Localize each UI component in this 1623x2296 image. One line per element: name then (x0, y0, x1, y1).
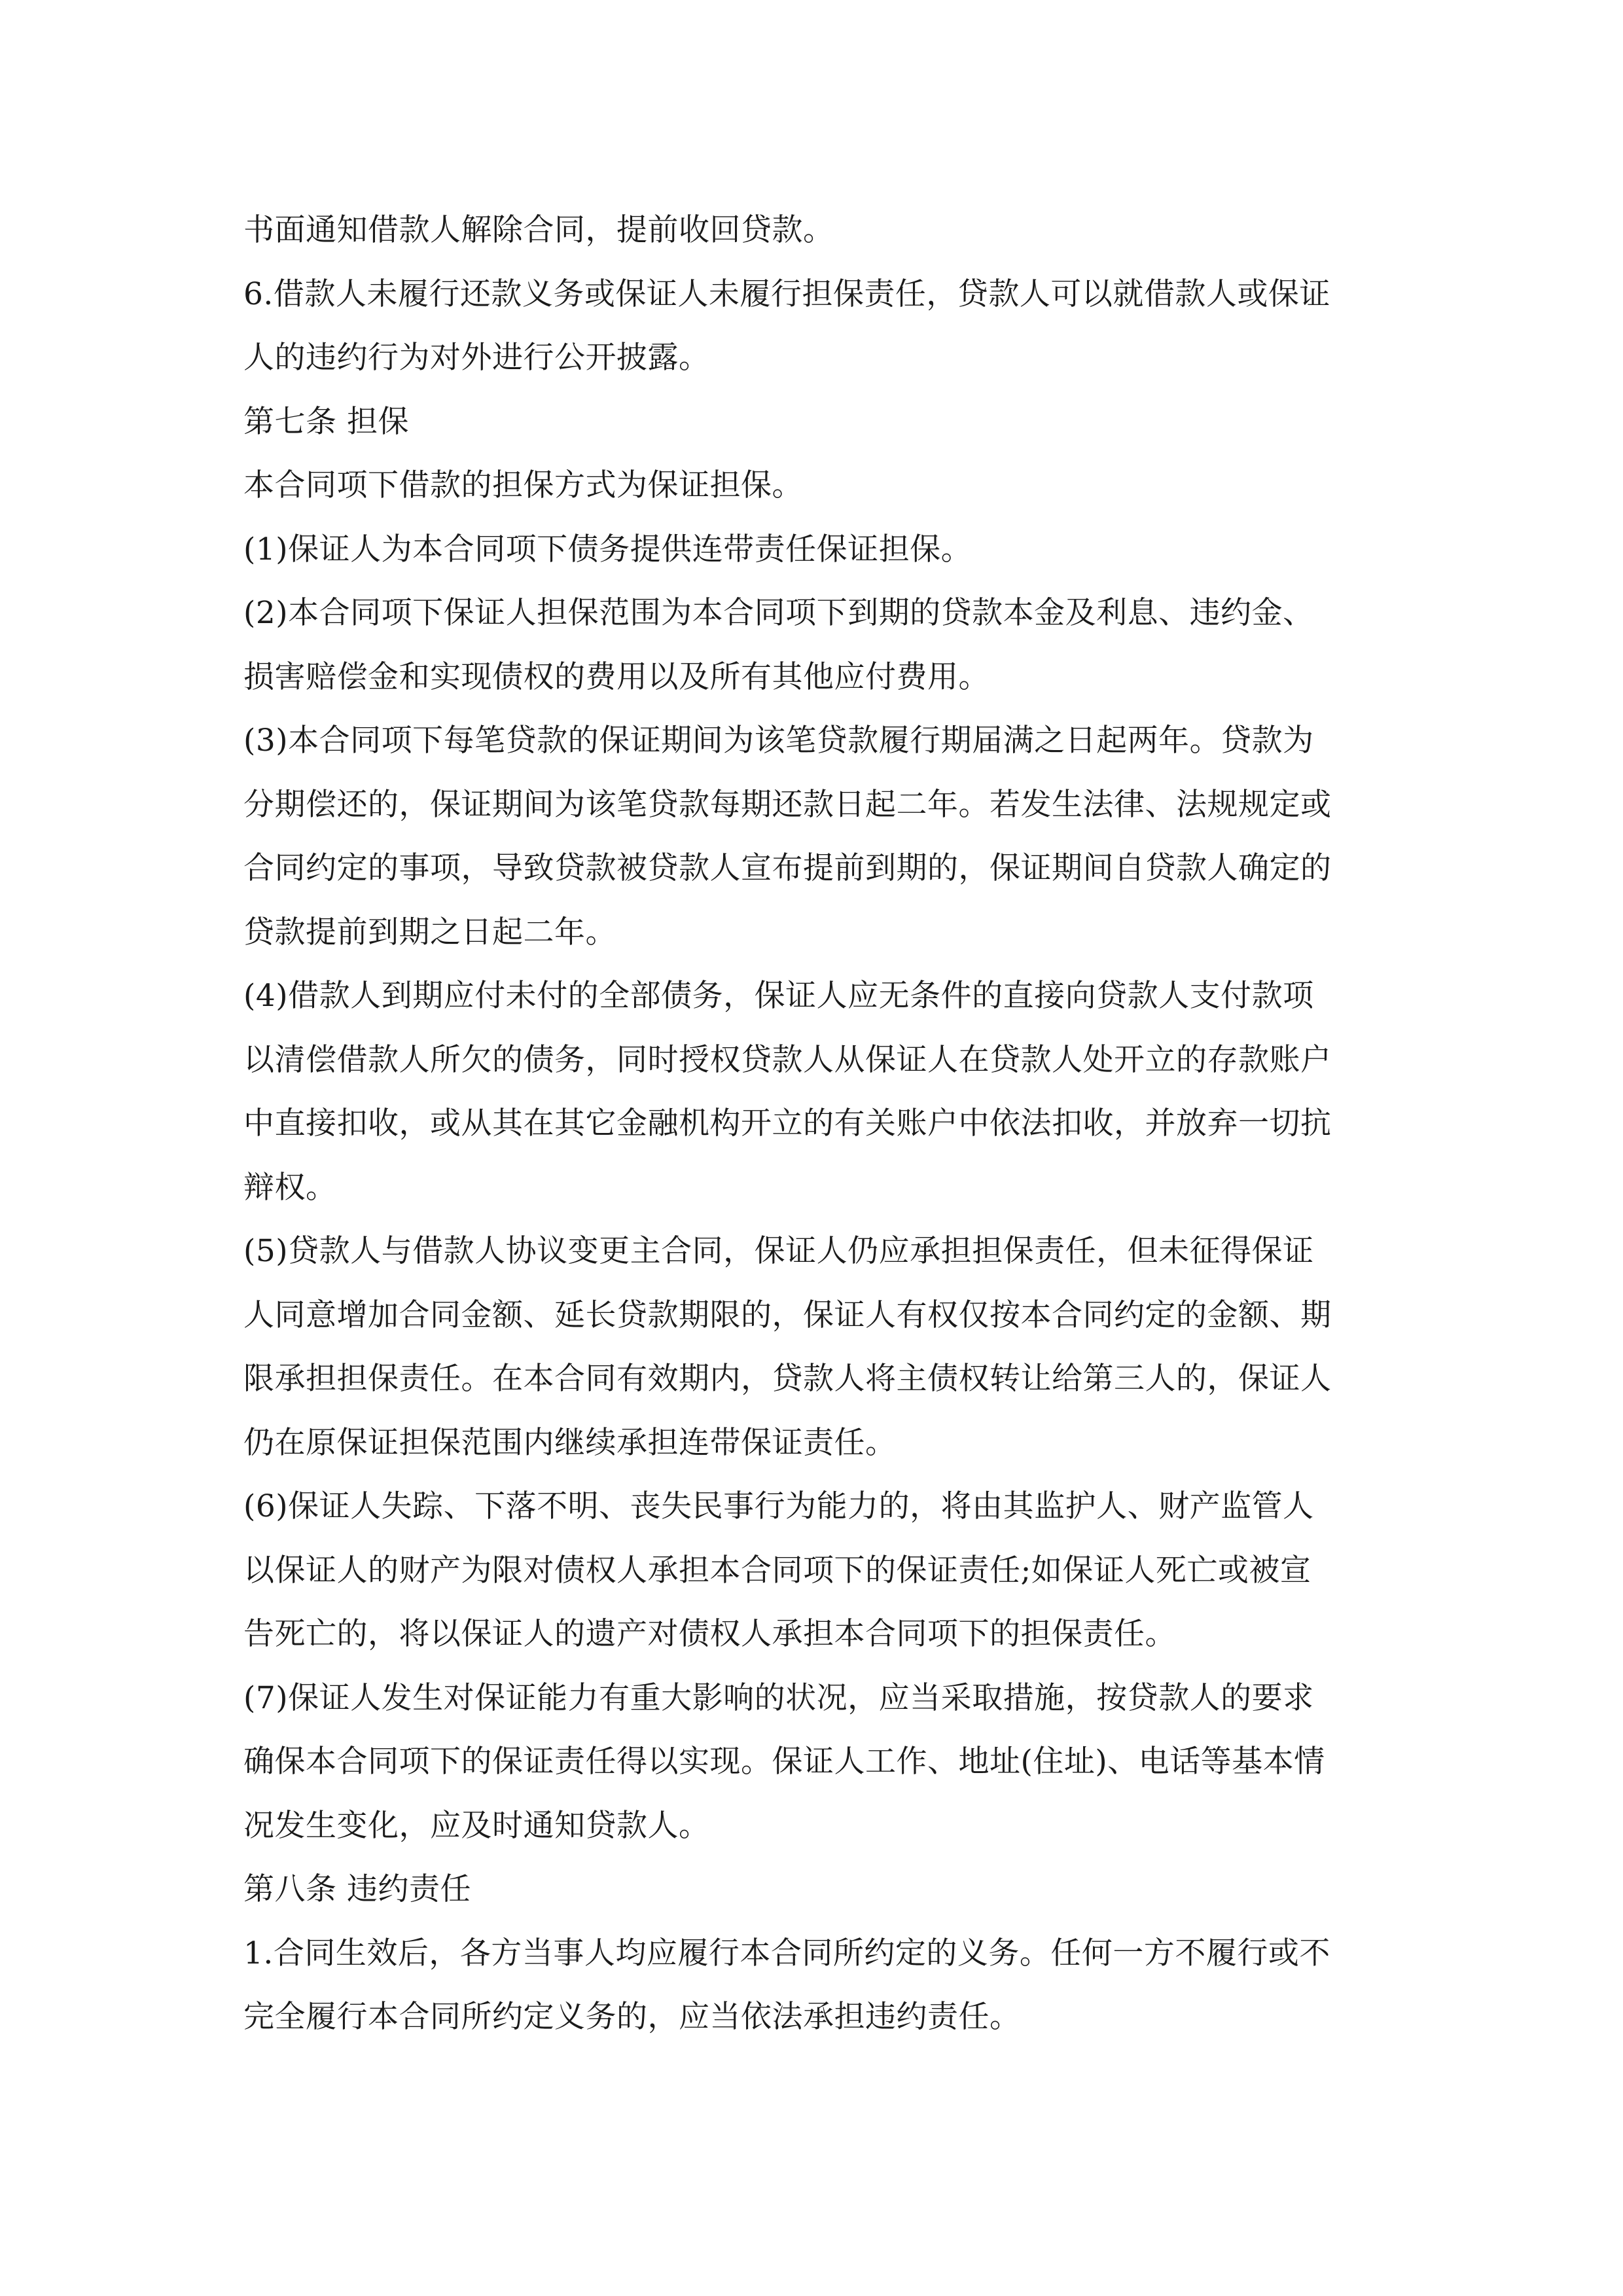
text-line: (5)贷款人与借款人协议变更主合同，保证人仍应承担担保责任，但未征得保证 (243, 1233, 1314, 1269)
text-line: 6.借款人未履行还款义务或保证人未履行担保责任，贷款人可以就借款人或保证 (243, 276, 1330, 312)
text-line: 书面通知借款人解除合同，提前收回贷款。 (243, 212, 834, 248)
text-line: 人同意增加合同金额、延长贷款期限的，保证人有权仅按本合同约定的金额、期 (243, 1297, 1332, 1333)
text-line: 况发生变化，应及时通知贷款人。 (243, 1807, 710, 1844)
text-line: 以清偿借款人所欠的债务，同时授权贷款人从保证人在贷款人处开立的存款账户 (243, 1041, 1332, 1078)
text-line: 分期偿还的，保证期间为该笔贷款每期还款日起二年。若发生法律、法规规定或 (243, 786, 1332, 823)
text-line: (3)本合同项下每笔贷款的保证期间为该笔贷款履行期届满之日起两年。贷款为 (243, 723, 1314, 759)
document-body (243, 198, 1382, 2049)
text-line: 仍在原保证担保范围内继续承担连带保证责任。 (243, 1424, 897, 1461)
text-line: 贷款提前到期之日起二年。 (243, 914, 616, 950)
text-line: (2)本合同项下保证人担保范围为本合同项下到期的贷款本金及利息、违约金、 (243, 595, 1314, 631)
section-heading: 第七条 担保 (243, 403, 409, 440)
text-line: 合同约定的事项，导致贷款被贷款人宣布提前到期的，保证期间自贷款人确定的 (243, 850, 1332, 886)
text-line: 中直接扣收，或从其在其它金融机构开立的有关账户中依法扣收，并放弃一切抗 (243, 1105, 1332, 1141)
section-heading: 第八条 违约责任 (243, 1871, 471, 1907)
text-line: 本合同项下借款的担保方式为保证担保。 (243, 467, 803, 503)
text-line: 辩权。 (243, 1169, 337, 1206)
text-line: 以保证人的财产为限对债权人承担本合同项下的保证责任;如保证人死亡或被宣 (243, 1552, 1311, 1588)
text-line: 1.合同生效后，各方当事人均应履行本合同所约定的义务。任何一方不履行或不 (243, 1935, 1330, 1971)
text-line: 确保本合同项下的保证责任得以实现。保证人工作、地址(住址)、电话等基本情 (243, 1744, 1325, 1780)
text-line: 限承担担保责任。在本合同有效期内，贷款人将主债权转让给第三人的，保证人 (243, 1361, 1332, 1397)
text-line: 损害赔偿金和实现债权的费用以及所有其他应付费用。 (243, 658, 990, 695)
text-line: (7)保证人发生对保证能力有重大影响的状况，应当采取措施，按贷款人的要求 (243, 1679, 1314, 1716)
text-line: (1)保证人为本合同项下债务提供连带责任保证担保。 (243, 531, 972, 567)
text-line: 完全履行本合同所约定义务的，应当依法承担违约责任。 (243, 1999, 1021, 2035)
text-line: (6)保证人失踪、下落不明、丧失民事行为能力的，将由其监护人、财产监管人 (243, 1488, 1314, 1524)
text-line: 告死亡的，将以保证人的遗产对债权人承担本合同项下的担保责任。 (243, 1616, 1176, 1652)
text-line: 人的违约行为对外进行公开披露。 (243, 340, 710, 376)
text-line: (4)借款人到期应付未付的全部债务，保证人应无条件的直接向贷款人支付款项 (243, 978, 1314, 1014)
